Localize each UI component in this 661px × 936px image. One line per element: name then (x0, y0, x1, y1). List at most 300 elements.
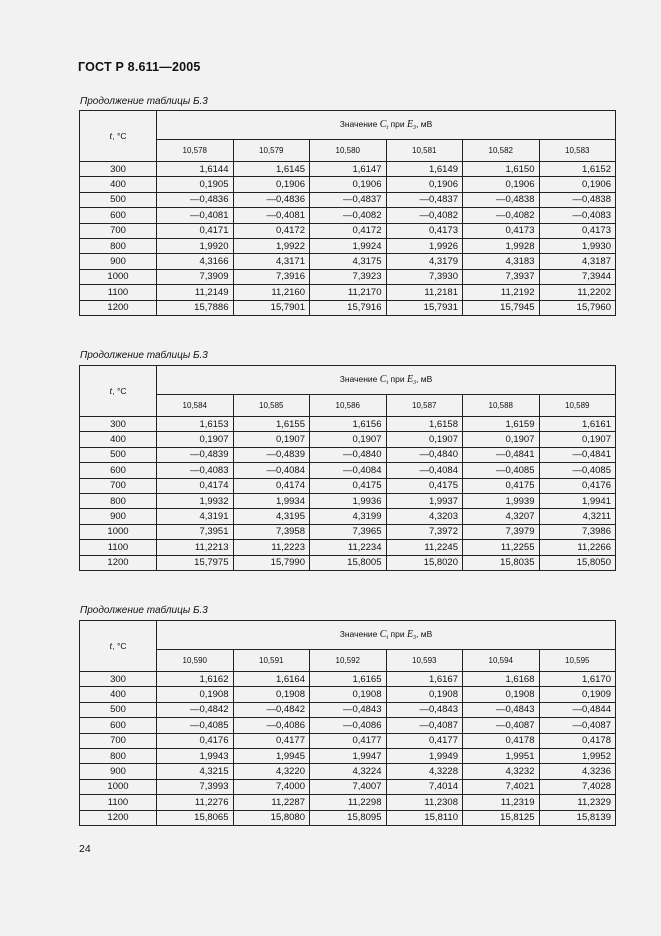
value-cell: —0,4086 (310, 718, 387, 733)
value-cell: 1,6152 (539, 162, 616, 177)
temperature-cell: 800 (80, 493, 157, 508)
emf-column-header: 10,589 (539, 395, 616, 417)
value-cell: 1,9932 (157, 493, 234, 508)
emf-subscript: 3 (413, 380, 417, 386)
value-cell: 0,4176 (539, 478, 616, 493)
temperature-cell: 1200 (80, 555, 157, 570)
table-row (80, 524, 616, 539)
value-cell: 11,2319 (463, 795, 540, 810)
coefficient-subscript: t (386, 380, 389, 386)
value-cell: 11,2181 (386, 285, 463, 300)
value-cell: —0,4081 (157, 208, 234, 223)
temperature-cell: 1100 (80, 285, 157, 300)
value-cell: 0,4175 (386, 478, 463, 493)
value-cell: 0,4175 (310, 478, 387, 493)
value-cell: 15,8125 (463, 810, 540, 825)
value-cell: 0,4173 (386, 223, 463, 238)
value-cell: 1,9936 (310, 493, 387, 508)
value-cell: 1,6168 (463, 672, 540, 687)
table-caption: Продолжение таблицы Б.3 (80, 350, 208, 361)
temperature-cell: 1000 (80, 524, 157, 539)
value-cell: 1,6167 (386, 672, 463, 687)
value-cell: 11,2266 (539, 540, 616, 555)
value-cell: 1,9943 (157, 748, 234, 763)
table-row (80, 702, 616, 717)
emf-symbol: E (406, 629, 414, 640)
value-cell: —0,4840 (386, 447, 463, 462)
value-cell: —0,4841 (463, 447, 540, 462)
table-row (80, 269, 616, 284)
value-cell: 1,6170 (539, 672, 616, 687)
value-cell: 15,7990 (233, 555, 310, 570)
header-row (80, 621, 616, 650)
value-cell: 1,9945 (233, 748, 310, 763)
value-header-unit: , мВ (416, 629, 433, 639)
value-cell: 0,4172 (310, 223, 387, 238)
value-cell: 7,3923 (310, 269, 387, 284)
value-cell: 7,3916 (233, 269, 310, 284)
temperature-cell: 900 (80, 509, 157, 524)
emf-column-header: 10,586 (310, 395, 387, 417)
value-header-prefix: Значение (339, 374, 378, 384)
value-cell: 1,6156 (310, 417, 387, 432)
value-cell: 0,1908 (463, 687, 540, 702)
table-row (80, 208, 616, 223)
table-row (80, 254, 616, 269)
subheader-row (80, 395, 616, 417)
value-cell: 7,3979 (463, 524, 540, 539)
value-cell: 11,2149 (157, 285, 234, 300)
value-cell: —0,4840 (310, 447, 387, 462)
value-cell: 1,6155 (233, 417, 310, 432)
value-cell: —0,4843 (310, 702, 387, 717)
value-cell: 7,3951 (157, 524, 234, 539)
value-cell: 4,3220 (233, 764, 310, 779)
value-cell: 4,3183 (463, 254, 540, 269)
value-cell: 0,1906 (386, 177, 463, 192)
temperature-cell: 600 (80, 463, 157, 478)
emf-column-header: 10,581 (386, 140, 463, 162)
value-cell: 0,4172 (233, 223, 310, 238)
value-header (157, 111, 616, 140)
coefficient-symbol: C (379, 119, 387, 130)
value-cell: —0,4838 (463, 192, 540, 207)
value-cell: 0,1906 (310, 177, 387, 192)
value-cell: 1,9952 (539, 748, 616, 763)
table-row (80, 192, 616, 207)
emf-column-header: 10,593 (386, 650, 463, 672)
table-row (80, 285, 616, 300)
value-cell: 4,3187 (539, 254, 616, 269)
value-cell: 0,1907 (157, 432, 234, 447)
temperature-cell: 600 (80, 208, 157, 223)
value-cell: 7,3930 (386, 269, 463, 284)
value-header-mid: при (390, 119, 405, 129)
temperature-unit: , °C (112, 385, 127, 396)
value-cell: 7,4028 (539, 779, 616, 794)
value-cell: 11,2245 (386, 540, 463, 555)
emf-column-header: 10,590 (157, 650, 234, 672)
value-cell: 1,9920 (157, 238, 234, 253)
emf-column-header: 10,584 (157, 395, 234, 417)
value-cell: 15,7901 (233, 300, 310, 315)
value-cell: 4,3195 (233, 509, 310, 524)
value-cell: 0,4178 (463, 733, 540, 748)
value-cell: —0,4083 (539, 208, 616, 223)
temperature-cell: 500 (80, 702, 157, 717)
value-cell: 0,4174 (233, 478, 310, 493)
value-cell: 7,3958 (233, 524, 310, 539)
temperature-cell: 500 (80, 447, 157, 462)
value-cell: 0,4178 (539, 733, 616, 748)
value-cell: 4,3199 (310, 509, 387, 524)
temperature-header (80, 621, 157, 672)
emf-column-header: 10,578 (157, 140, 234, 162)
table-row (80, 223, 616, 238)
value-cell: 1,9939 (463, 493, 540, 508)
temperature-cell: 400 (80, 177, 157, 192)
value-cell: 7,4007 (310, 779, 387, 794)
temperature-cell: 1200 (80, 300, 157, 315)
value-cell: 15,8050 (539, 555, 616, 570)
table-row (80, 733, 616, 748)
table-row (80, 764, 616, 779)
value-cell: —0,4081 (233, 208, 310, 223)
value-cell: 1,9937 (386, 493, 463, 508)
value-header-mid: при (390, 629, 405, 639)
value-cell: 7,4000 (233, 779, 310, 794)
table-row (80, 810, 616, 825)
temperature-cell: 900 (80, 764, 157, 779)
value-cell: 4,3236 (539, 764, 616, 779)
value-cell: 15,8065 (157, 810, 234, 825)
value-cell: 0,1906 (233, 177, 310, 192)
value-cell: 0,4174 (157, 478, 234, 493)
temperature-cell: 400 (80, 687, 157, 702)
value-cell: 1,9924 (310, 238, 387, 253)
value-cell: —0,4839 (157, 447, 234, 462)
temperature-cell: 1200 (80, 810, 157, 825)
value-cell: 1,6159 (463, 417, 540, 432)
value-cell: 7,3944 (539, 269, 616, 284)
temperature-cell: 600 (80, 718, 157, 733)
table-caption: Продолжение таблицы Б.3 (80, 96, 208, 107)
value-cell: 7,3909 (157, 269, 234, 284)
table-row (80, 417, 616, 432)
value-cell: 11,2287 (233, 795, 310, 810)
table-row (80, 779, 616, 794)
emf-subscript: 3 (413, 635, 417, 641)
table-row (80, 540, 616, 555)
table-caption: Продолжение таблицы Б.3 (80, 605, 208, 616)
value-cell: 4,3207 (463, 509, 540, 524)
temperature-cell: 1100 (80, 540, 157, 555)
value-cell: 1,6164 (233, 672, 310, 687)
value-cell: 4,3171 (233, 254, 310, 269)
temperature-cell: 300 (80, 162, 157, 177)
value-cell: 11,2213 (157, 540, 234, 555)
value-cell: 11,2170 (310, 285, 387, 300)
value-cell: —0,4843 (386, 702, 463, 717)
emf-column-header: 10,587 (386, 395, 463, 417)
value-cell: 4,3228 (386, 764, 463, 779)
value-cell: 1,9941 (539, 493, 616, 508)
value-cell: 0,4173 (539, 223, 616, 238)
value-cell: 11,2308 (386, 795, 463, 810)
coefficient-symbol: C (379, 374, 387, 385)
value-cell: 1,6149 (386, 162, 463, 177)
value-cell: —0,4084 (233, 463, 310, 478)
value-cell: 4,3232 (463, 764, 540, 779)
data-table (79, 110, 616, 316)
value-cell: —0,4087 (463, 718, 540, 733)
value-cell: 11,2223 (233, 540, 310, 555)
temperature-symbol: t (109, 385, 113, 397)
value-header-unit: , мВ (416, 374, 433, 384)
value-cell: 0,4173 (463, 223, 540, 238)
temperature-cell: 700 (80, 478, 157, 493)
table-row (80, 463, 616, 478)
value-cell: 1,9949 (386, 748, 463, 763)
table-row (80, 555, 616, 570)
value-cell: 1,9947 (310, 748, 387, 763)
value-cell: —0,4836 (157, 192, 234, 207)
table-row (80, 177, 616, 192)
value-cell: 15,8095 (310, 810, 387, 825)
value-cell: —0,4841 (539, 447, 616, 462)
value-cell: 0,1908 (386, 687, 463, 702)
value-cell: 1,6161 (539, 417, 616, 432)
value-cell: 11,2255 (463, 540, 540, 555)
emf-subscript: 3 (413, 125, 417, 131)
emf-column-header: 10,594 (463, 650, 540, 672)
table-row (80, 718, 616, 733)
emf-column-header: 10,583 (539, 140, 616, 162)
value-cell: 4,3191 (157, 509, 234, 524)
value-cell: 0,4177 (386, 733, 463, 748)
value-cell: 0,1908 (310, 687, 387, 702)
value-cell: 15,7975 (157, 555, 234, 570)
emf-column-header: 10,585 (233, 395, 310, 417)
temperature-cell: 400 (80, 432, 157, 447)
value-cell: 11,2234 (310, 540, 387, 555)
value-cell: —0,4837 (386, 192, 463, 207)
table-row (80, 447, 616, 462)
emf-symbol: E (406, 374, 414, 385)
value-cell: 0,1907 (310, 432, 387, 447)
value-cell: 15,8139 (539, 810, 616, 825)
value-cell: 11,2298 (310, 795, 387, 810)
coefficient-subscript: t (386, 125, 389, 131)
value-cell: —0,4082 (386, 208, 463, 223)
value-cell: 0,1906 (463, 177, 540, 192)
table-row (80, 300, 616, 315)
temperature-cell: 800 (80, 238, 157, 253)
value-cell: 4,3166 (157, 254, 234, 269)
value-cell: —0,4086 (233, 718, 310, 733)
temperature-cell: 500 (80, 192, 157, 207)
value-cell: 4,3179 (386, 254, 463, 269)
emf-symbol: E (406, 119, 414, 130)
table-row (80, 509, 616, 524)
value-header-mid: при (390, 374, 405, 384)
table-row (80, 748, 616, 763)
value-cell: 0,4171 (157, 223, 234, 238)
temperature-symbol: t (109, 640, 113, 652)
table-row (80, 687, 616, 702)
temperature-header (80, 111, 157, 162)
data-table (79, 620, 616, 826)
table-row (80, 432, 616, 447)
temperature-cell: 900 (80, 254, 157, 269)
table-row (80, 795, 616, 810)
value-cell: 1,6158 (386, 417, 463, 432)
table-row (80, 672, 616, 687)
value-cell: 4,3224 (310, 764, 387, 779)
emf-column-header: 10,591 (233, 650, 310, 672)
value-cell: —0,4837 (310, 192, 387, 207)
temperature-cell: 1000 (80, 779, 157, 794)
value-cell: 4,3203 (386, 509, 463, 524)
temperature-cell: 700 (80, 733, 157, 748)
value-cell: 7,3965 (310, 524, 387, 539)
value-cell: —0,4844 (539, 702, 616, 717)
value-cell: 7,3993 (157, 779, 234, 794)
header-row (80, 111, 616, 140)
value-cell: 7,4014 (386, 779, 463, 794)
value-cell: 15,8035 (463, 555, 540, 570)
value-cell: 15,7886 (157, 300, 234, 315)
value-cell: 15,8110 (386, 810, 463, 825)
value-cell: 1,6150 (463, 162, 540, 177)
temperature-cell: 300 (80, 672, 157, 687)
emf-column-header: 10,595 (539, 650, 616, 672)
value-header (157, 621, 616, 650)
value-cell: —0,4084 (386, 463, 463, 478)
temperature-header (80, 366, 157, 417)
header-row (80, 366, 616, 395)
value-cell: 7,3972 (386, 524, 463, 539)
value-cell: —0,4083 (157, 463, 234, 478)
emf-column-header: 10,588 (463, 395, 540, 417)
temperature-symbol: t (109, 130, 113, 142)
coefficient-subscript: t (386, 635, 389, 641)
value-cell: 7,3937 (463, 269, 540, 284)
value-cell: 0,1908 (157, 687, 234, 702)
value-cell: 1,9951 (463, 748, 540, 763)
temperature-unit: , °C (112, 640, 127, 651)
value-cell: 1,6145 (233, 162, 310, 177)
value-cell: 11,2192 (463, 285, 540, 300)
value-cell: 1,6165 (310, 672, 387, 687)
value-cell: —0,4839 (233, 447, 310, 462)
emf-column-header: 10,592 (310, 650, 387, 672)
temperature-unit: , °C (112, 130, 127, 141)
value-cell: —0,4085 (157, 718, 234, 733)
value-cell: —0,4843 (463, 702, 540, 717)
value-cell: 1,6153 (157, 417, 234, 432)
value-cell: 15,7916 (310, 300, 387, 315)
value-cell: 11,2329 (539, 795, 616, 810)
value-cell: 0,1909 (539, 687, 616, 702)
value-cell: —0,4082 (463, 208, 540, 223)
value-header-prefix: Значение (339, 629, 378, 639)
value-cell: 0,1908 (233, 687, 310, 702)
value-cell: —0,4085 (463, 463, 540, 478)
value-cell: —0,4836 (233, 192, 310, 207)
value-cell: —0,4087 (539, 718, 616, 733)
temperature-cell: 1000 (80, 269, 157, 284)
value-cell: —0,4084 (310, 463, 387, 478)
value-cell: 11,2202 (539, 285, 616, 300)
value-cell: 1,9934 (233, 493, 310, 508)
value-cell: 1,6144 (157, 162, 234, 177)
value-cell: 0,1907 (233, 432, 310, 447)
value-header (157, 366, 616, 395)
value-header-unit: , мВ (416, 119, 433, 129)
value-cell: 0,4176 (157, 733, 234, 748)
value-cell: —0,4842 (233, 702, 310, 717)
value-cell: 1,9928 (463, 238, 540, 253)
temperature-cell: 800 (80, 748, 157, 763)
value-cell: 0,4177 (310, 733, 387, 748)
value-cell: —0,4085 (539, 463, 616, 478)
value-header-prefix: Значение (339, 119, 378, 129)
emf-column-header: 10,580 (310, 140, 387, 162)
coefficient-symbol: C (379, 629, 387, 640)
temperature-cell: 700 (80, 223, 157, 238)
table-row (80, 238, 616, 253)
temperature-cell: 1100 (80, 795, 157, 810)
value-cell: 15,8005 (310, 555, 387, 570)
value-cell: 0,1906 (539, 177, 616, 192)
value-cell: 7,3986 (539, 524, 616, 539)
value-cell: 1,9926 (386, 238, 463, 253)
value-cell: 0,1905 (157, 177, 234, 192)
value-cell: 0,4177 (233, 733, 310, 748)
value-cell: 15,7960 (539, 300, 616, 315)
value-cell: 1,9930 (539, 238, 616, 253)
table-row (80, 162, 616, 177)
value-cell: 1,6162 (157, 672, 234, 687)
value-cell: 15,7945 (463, 300, 540, 315)
table-row (80, 493, 616, 508)
table-row (80, 478, 616, 493)
emf-column-header: 10,579 (233, 140, 310, 162)
subheader-row (80, 650, 616, 672)
document-title: ГОСТ Р 8.611—2005 (78, 60, 201, 74)
value-cell: 0,1907 (463, 432, 540, 447)
subheader-row (80, 140, 616, 162)
value-cell: 4,3215 (157, 764, 234, 779)
data-table (79, 365, 616, 571)
value-cell: 11,2276 (157, 795, 234, 810)
value-cell: 11,2160 (233, 285, 310, 300)
value-cell: —0,4082 (310, 208, 387, 223)
value-cell: 15,8020 (386, 555, 463, 570)
value-cell: —0,4842 (157, 702, 234, 717)
emf-column-header: 10,582 (463, 140, 540, 162)
value-cell: 7,4021 (463, 779, 540, 794)
value-cell: —0,4838 (539, 192, 616, 207)
value-cell: 0,1907 (386, 432, 463, 447)
value-cell: 1,6147 (310, 162, 387, 177)
value-cell: 0,4175 (463, 478, 540, 493)
value-cell: 1,9922 (233, 238, 310, 253)
page-number: 24 (79, 843, 91, 855)
value-cell: 15,8080 (233, 810, 310, 825)
value-cell: 15,7931 (386, 300, 463, 315)
